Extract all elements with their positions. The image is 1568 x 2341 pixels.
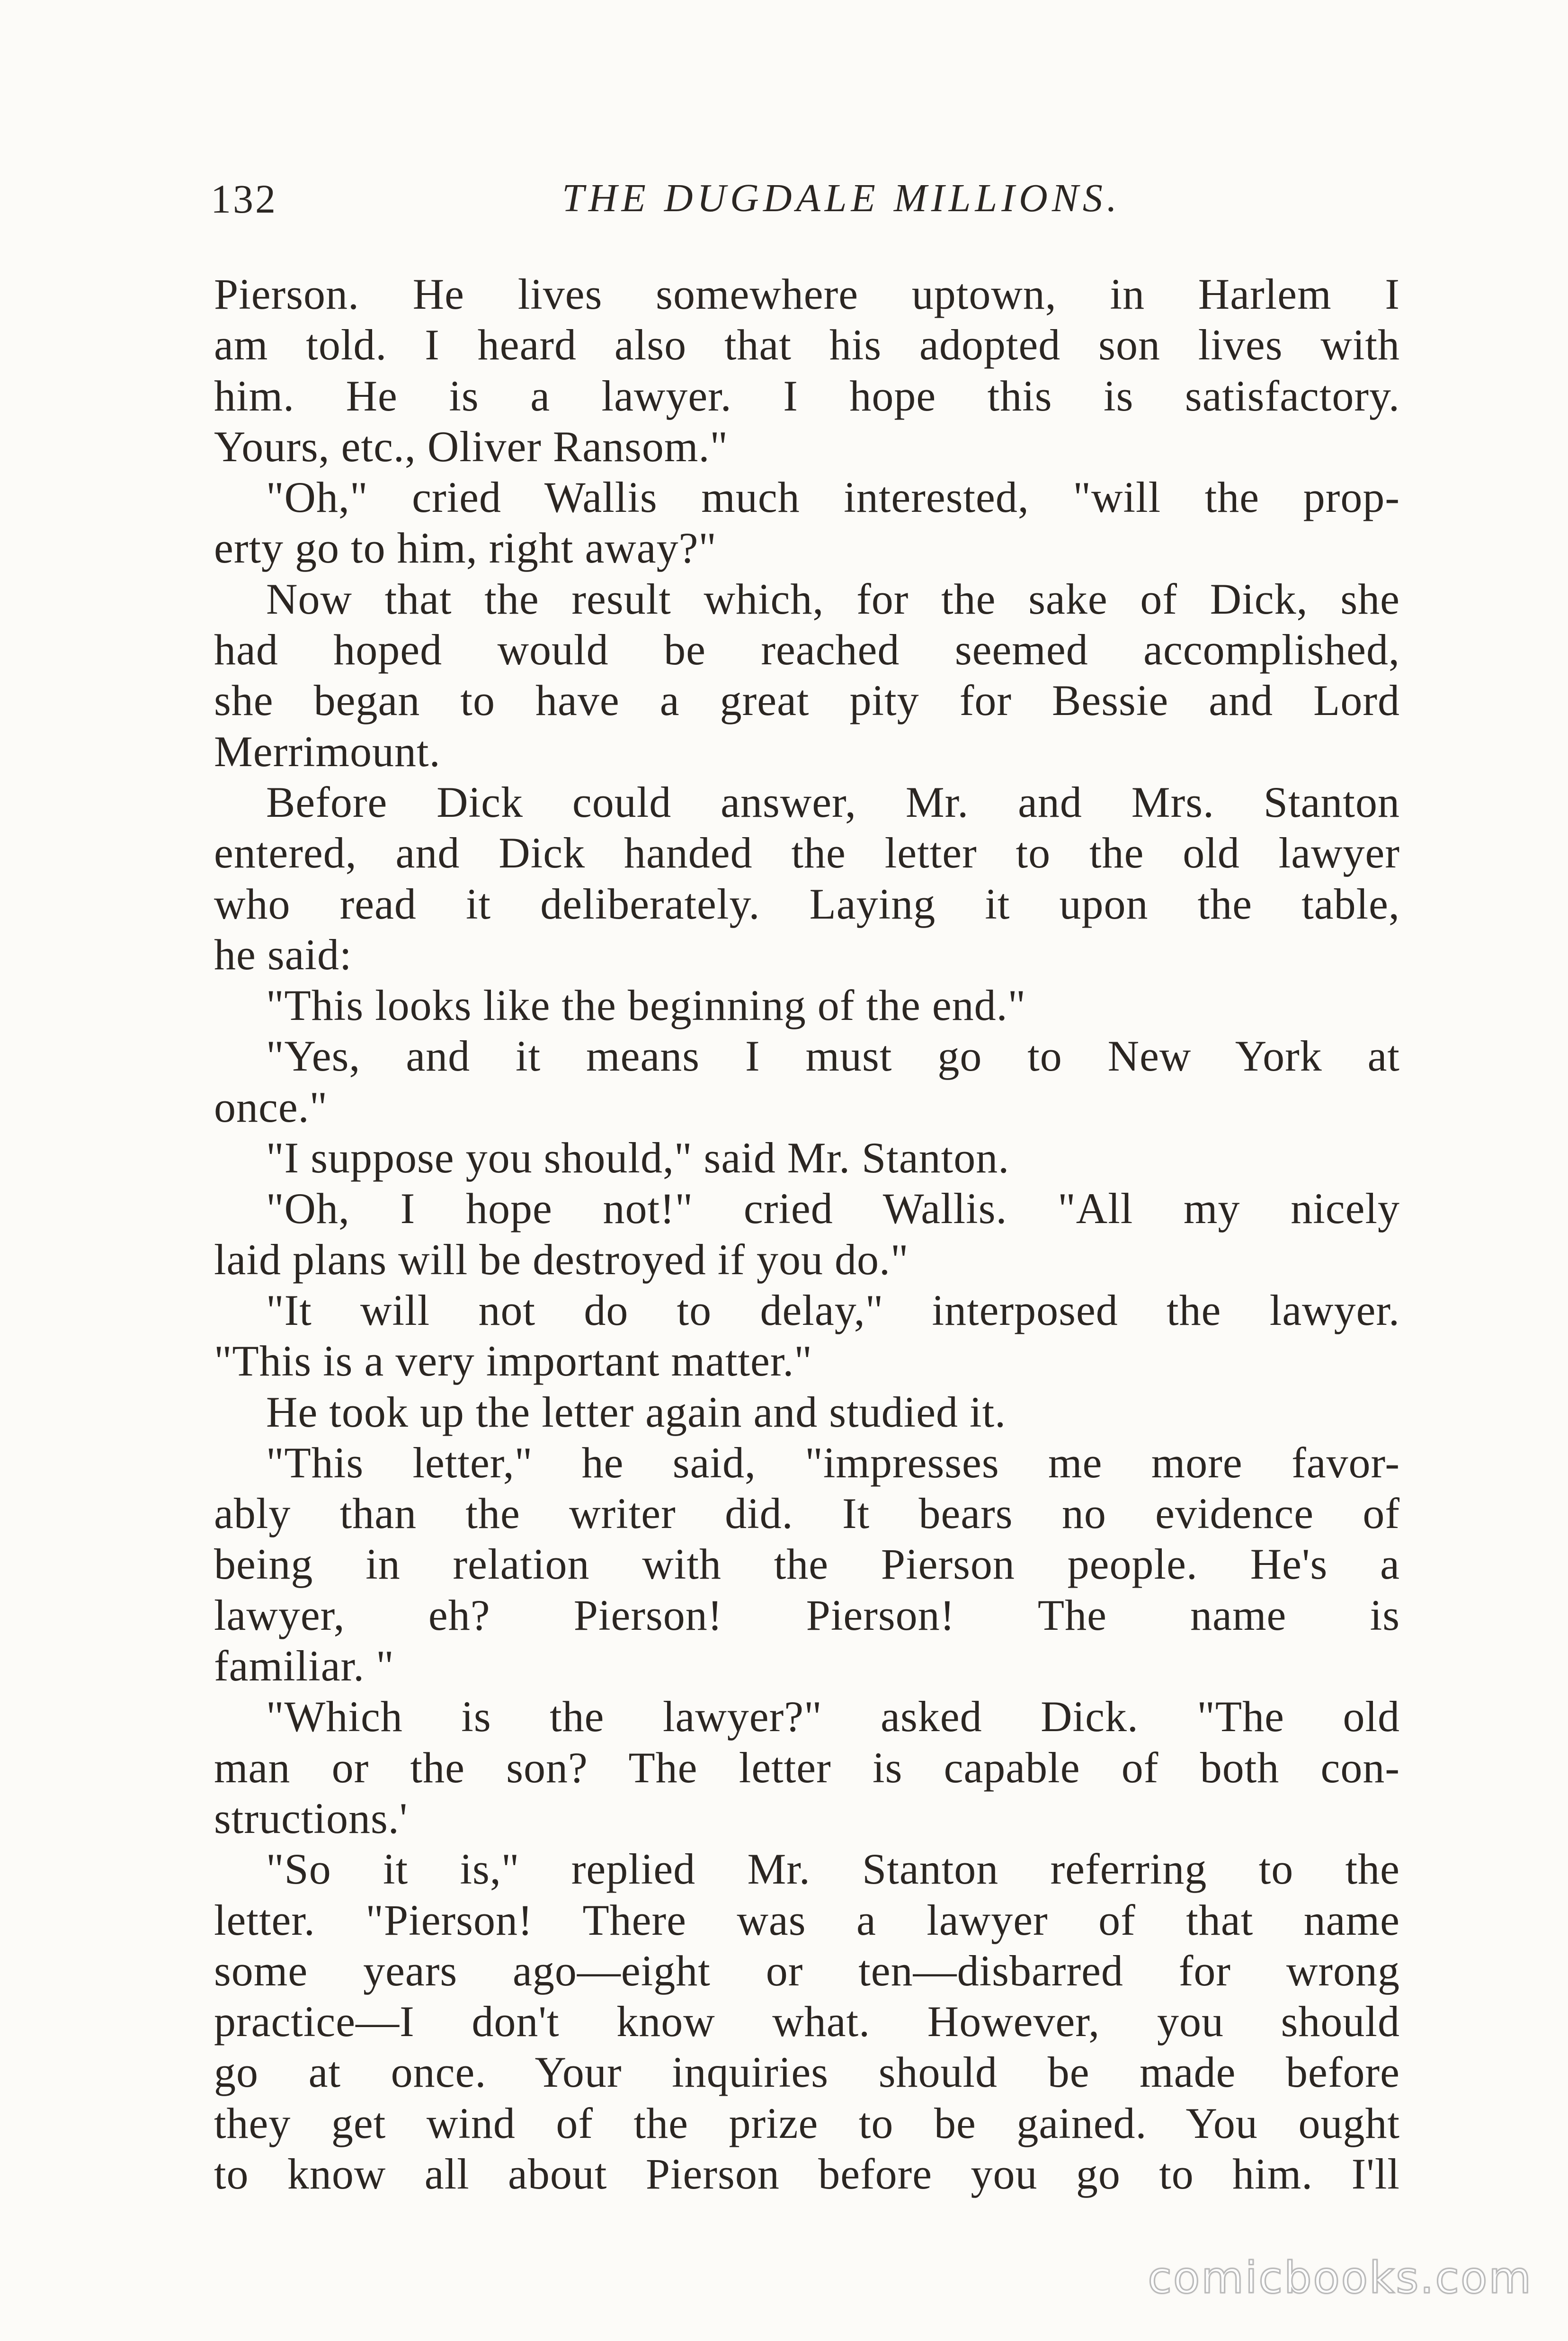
running-head	[211, 175, 1406, 232]
text-line: "So it is," replied Mr. Stanton referring to the	[266, 1845, 1400, 1894]
text-line: "Which is the lawyer?" asked Dick. "The old	[266, 1692, 1400, 1741]
text-line: familiar. "	[214, 1642, 394, 1690]
text-line: had hoped would be reached seemed accomplished,	[214, 625, 1400, 674]
text-line: go at once. Your inquiries should be made before	[214, 2048, 1400, 2097]
text-line: "Oh, I hope not!" cried Wallis. "All my nicely	[266, 1184, 1400, 1233]
text-line: "Oh," cried Wallis much interested, "will the prop-	[266, 473, 1400, 522]
page-number: 132	[211, 176, 277, 222]
text-line: laid plans will be destroyed if you do."	[214, 1235, 909, 1284]
text-line: lawyer, eh? Pierson! Pierson! The name is	[214, 1590, 1400, 1639]
text-line: letter. "Pierson! There was a lawyer of that name	[214, 1895, 1400, 1944]
text-line: He took up the letter again and studied it.	[266, 1387, 1007, 1436]
text-line: some years ago—eight or ten—disbarred for wrong	[214, 1946, 1400, 1995]
text-line: practice—I don't know what. However, you should	[214, 1997, 1400, 2046]
text-line: once."	[214, 1082, 328, 1131]
text-line: "This letter," he said, "impresses me more favor-	[266, 1438, 1400, 1487]
text-line: ably than the writer did. It bears no evidence of	[214, 1489, 1400, 1538]
text-line: man or the son? The letter is capable of both con-	[214, 1743, 1400, 1792]
text-line: she began to have a great pity for Bessie and Lord	[214, 676, 1400, 725]
running-title: THE DUGDALE MILLIONS.	[562, 176, 1121, 220]
text-line: to know all about Pierson before you go to him. I'll	[214, 2149, 1400, 2198]
text-line: Pierson. He lives somewhere uptown, in Harlem I	[214, 270, 1400, 318]
text-line: they get wind of the prize to be gained. You ought	[214, 2099, 1400, 2147]
text-line: being in relation with the Pierson people. He's a	[214, 1540, 1400, 1589]
watermark: comicbooks.com	[1148, 2252, 1532, 2303]
text-line: erty go to him, right away?"	[214, 524, 717, 572]
text-line: "Yes, and it means I must go to New York at	[266, 1032, 1400, 1081]
text-line: structions.'	[214, 1794, 408, 1842]
text-line: "It will not do to delay," interposed the lawyer.	[266, 1286, 1400, 1334]
text-line: am told. I heard also that his adopted son lives with	[214, 321, 1400, 369]
text-line: Merrimount.	[214, 727, 441, 776]
text-line: Now that the result which, for the sake of Dick, she	[266, 574, 1400, 623]
text-line: who read it deliberately. Laying it upon the table,	[214, 879, 1400, 928]
text-line: entered, and Dick handed the letter to the old lawyer	[214, 829, 1400, 877]
text-line: he said:	[214, 930, 352, 979]
body-text	[214, 269, 1400, 2199]
text-line: "This is a very important matter."	[214, 1337, 812, 1385]
text-line: "I suppose you should," said Mr. Stanton.	[266, 1134, 1010, 1182]
text-line: Yours, etc., Oliver Ransom."	[214, 422, 729, 471]
text-line: "This looks like the beginning of the end."	[266, 981, 1026, 1030]
text-line: him. He is a lawyer. I hope this is satisfactory.	[214, 371, 1400, 420]
text-line: Before Dick could answer, Mr. and Mrs. Stanton	[266, 777, 1400, 826]
